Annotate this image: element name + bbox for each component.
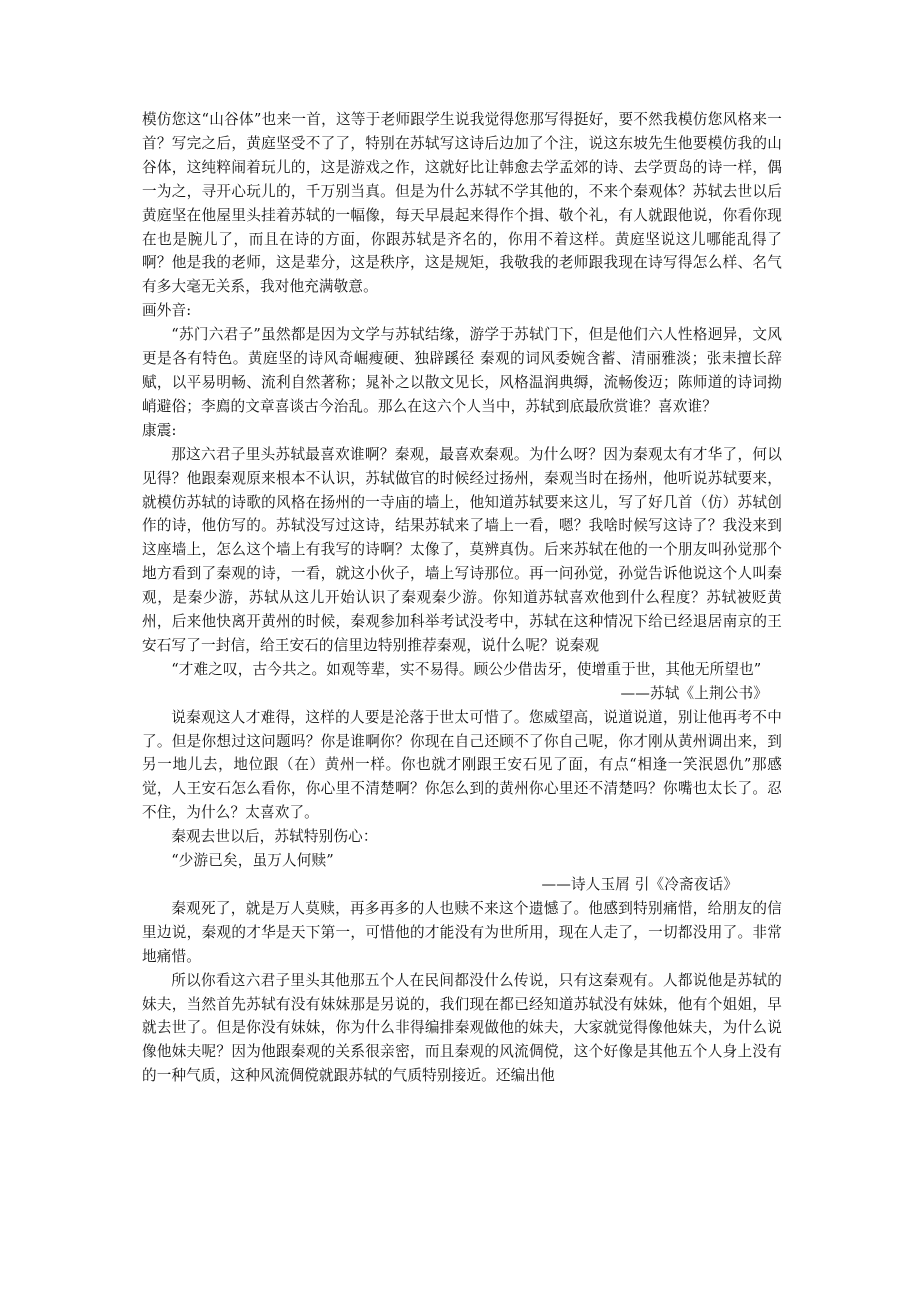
speaker-label-kang-zhen: 康震:: [142, 421, 177, 439]
quote-shao-you: “少游已矣，虽万人何赎”: [171, 852, 334, 870]
paragraph-brother-in-law: 所以你看这六君子里头其他那五个人在民间都没什么传说，只有这秦观有。人都说他是苏轼的妹夫，当然首先苏轼有没有妹妹那是另说的，我们现在都已经知道苏轼没有妹妹，他有个姐姐，早就去世了。但是你没有妹妹，你为什么非得编排秦观做他的妹夫，大家就觉得像他妹夫，为什么说像他妹夫呢？因为他跟秦观的关系很亲密，而且秦观的风流倜傥，这个好像是其他五个人身上没有的一种气质，这种风流倜傥就跟苏轼的气质特别接近。还编出他: [142, 971, 782, 1085]
paragraph-huang-tingjian: 模仿您这“山谷体”也来一首，这等于老师跟学生说我觉得您那写得挺好，要不然我模仿您风格来一首？写完之后，黄庭坚受不了了，特别在苏轼写这诗后边加了个注，说这东坡先生他要模仿我的山谷体，这纯粹闹着玩儿的，这是游戏之作，这就好比让韩愈去学孟郊的诗、去学贾岛的诗一样，偶一为之，寻开心玩儿的，千万别当真。但是为什么苏轼不学其他的，不来个秦观体？苏轼去世以后黄庭坚在他屋里头挂着苏轼的一幅像，每天早晨起来得作个揖、敬个礼，有人就跟他说，你看你现在也是腕儿了，而且在诗的方面，你跟苏轼是齐名的，你用不着这样。黄庭坚说这儿哪能乱得了啊？他是我的老师，这是辈分，这是秩序，这是规矩，我敬我的老师跟我现在诗写得怎么样、名气有多大毫无关系，我对他充满敬意。: [142, 111, 782, 296]
paragraph-grief: 秦观去世以后，苏轼特别伤心：: [171, 828, 378, 846]
paragraph-six-gentlemen: “苏门六君子”虽然都是因为文学与苏轼结缘，游学于苏轼门下，但是他们六人性格迥异，文风更是各有特色。黄庭坚的诗风奇崛瘦硬、独辟蹊径 秦观的词风委婉含蓄、清丽雅淡；张耒擅长辞赋，以平易明畅、流利自然著称；晁补之以散文见长，风格温润典缛，流畅俊迈；陈师道的诗词拗峭避俗；李廌的文章喜谈古今治乱。那么在这六个人当中，苏轼到底最欣赏谁？喜欢谁？: [142, 326, 782, 415]
paragraph-recommendation: 说秦观这人才难得，这样的人要是沦落于世太可惜了。您威望高，说道说道，别让他再考不中了。但是你想过这问题吗？你是谁啊你？你现在自己还顾不了你自己呢，你才刚从黄州调出来，到另一地儿去，地位跟（在）黄州一样。你也就才刚跟王安石见了面，有点“相逢一笑泯恩仇”那感觉，人王安石怎么看你，你心里不清楚啊？你怎么到的黄州你心里还不清楚吗？你嘴也太长了。忍不住，为什么？太喜欢了。: [142, 708, 782, 822]
quote-attribution-2: ——诗人玉屑 引《冷斋夜话》: [541, 876, 738, 893]
document-body: [142, 108, 782, 1088]
quote-attribution-1: ——苏轼《上荆公书》: [620, 684, 768, 702]
paragraph-regret: 秦观死了，就是万人莫赎，再多再多的人也赎不来这个遗憾了。他感到特别痛惜，给朋友的信里边说，秦观的才华是天下第一，可惜他的才能没有为世所用，现在人走了，一切都没用了。非常地痛惜。: [142, 899, 782, 965]
speaker-label-voiceover: 画外音:: [142, 302, 192, 320]
paragraph-qin-guan-intro: 那这六君子里头苏轼最喜欢谁啊？秦观，最喜欢秦观。为什么呀？因为秦观太有才华了，何以见得？他跟秦观原来根本不认识，苏轼做官的时候经过扬州，秦观当时在扬州，他听说苏轼要来，就模仿苏轼的诗歌的风格在扬州的一寺庙的墙上，他知道苏轼要来这儿，写了好几首（仿）苏轼创作的诗，他仿写的。苏轼没写过这诗，结果苏轼来了墙上一看，嗯？我啥时候写这诗了？我没来到这座墙上，怎么这个墙上有我写的诗啊？太像了，莫辨真伪。后来苏轼在他的一个朋友叫孙觉那个地方看到了秦观的诗，一看，就这小伙子，墙上写诗那位。再一问孙觉，孙觉告诉他说这个人叫秦观，是秦少游，苏轼从这儿开始认识了秦观秦少游。你知道苏轼喜欢他到什么程度？苏轼被贬黄州，后来他快离开黄州的时候，秦观参加科举考试没考中，苏轼在这种情况下给已经退居南京的王安石写了一封信，给王安石的信里边特别推荐秦观，说什么呢？说秦观: [142, 445, 782, 654]
quote-shang-jing-gong-shu: “才难之叹，古今共之。如观等辈，实不易得。顾公少借齿牙，使增重于世，其他无所望也”: [171, 660, 762, 678]
